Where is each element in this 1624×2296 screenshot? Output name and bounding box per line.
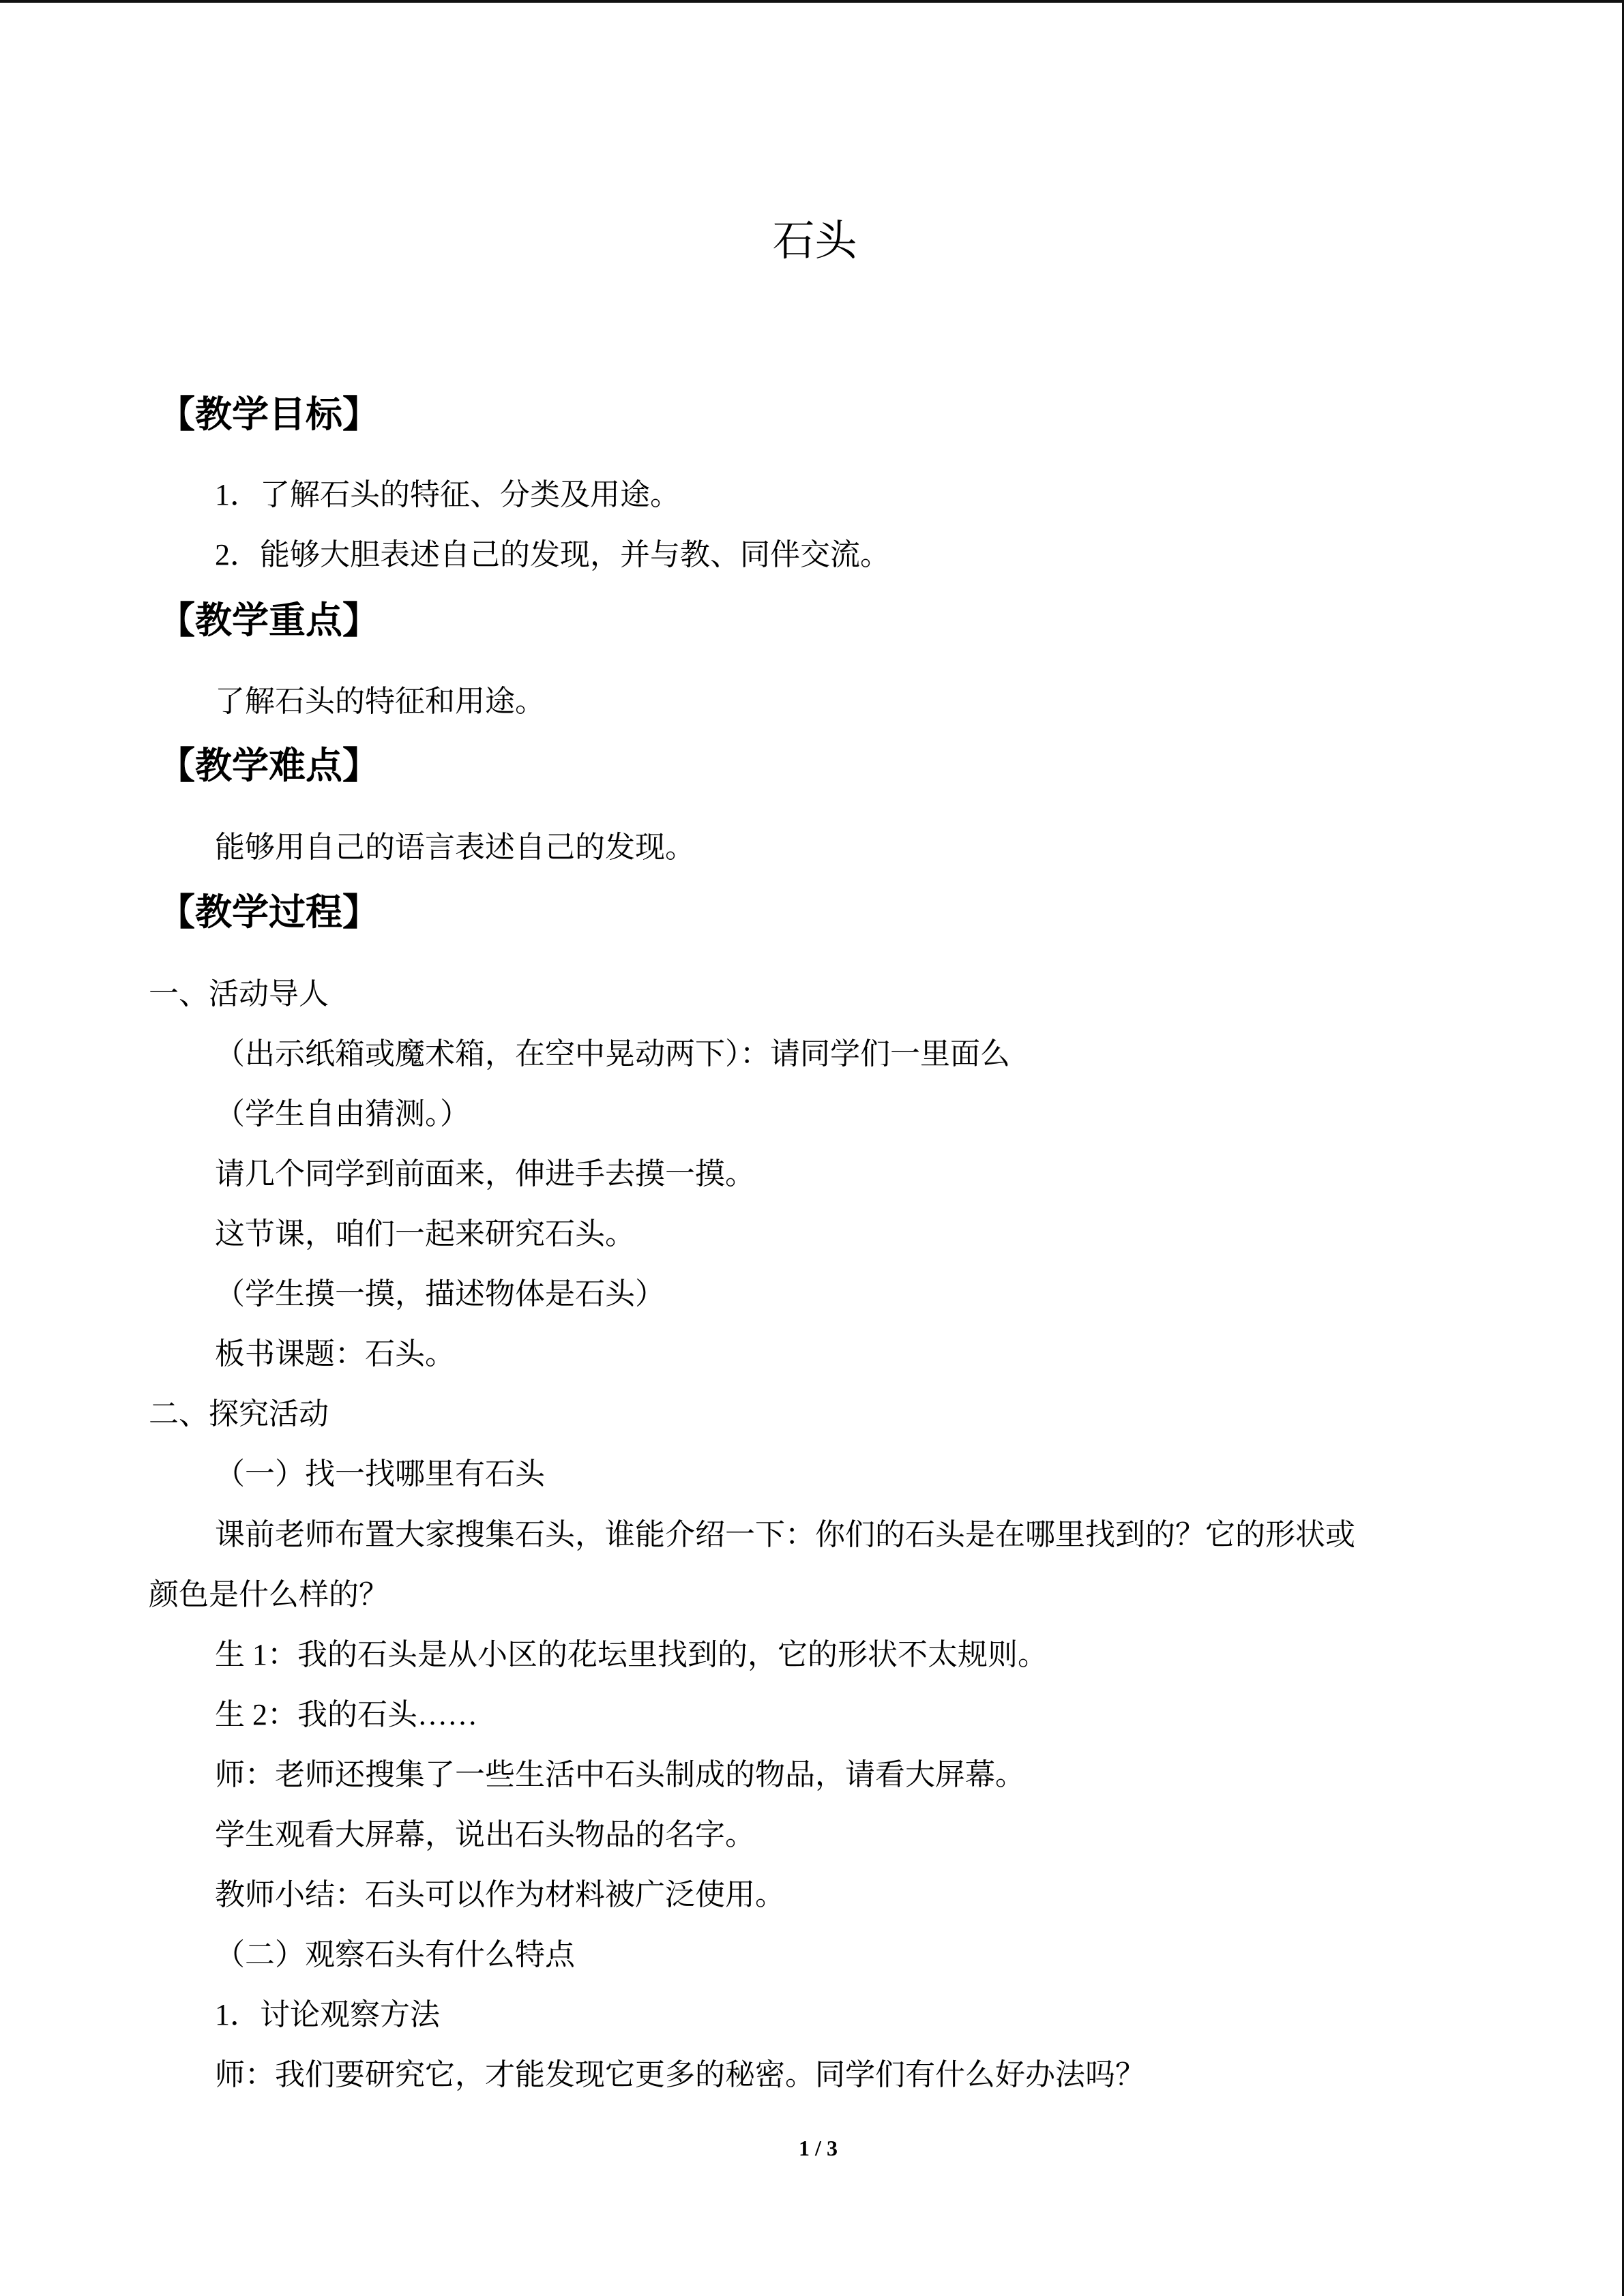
subsection-1-paragraph-continued: 颜色是什么样的？	[149, 1578, 389, 1611]
page-top-border	[0, 0, 1624, 3]
part1-title: 一、活动导人	[149, 977, 329, 1011]
heading-difficulties: 【教学难点】	[158, 745, 379, 786]
part1-line: （学生摸一摸，描述物体是石头）	[215, 1277, 665, 1311]
subsection-1-title: （一）找一找哪里有石头	[215, 1457, 545, 1491]
difficulties-text: 能够用自己的语言表述自己的发现。	[215, 831, 695, 864]
heading-teaching-objectives: 【教学目标】	[158, 394, 379, 435]
subsection-2-line: 1．讨论观察方法	[215, 1998, 440, 2031]
subsection-2-line: 师：我们要研究它，才能发现它更多的秘密。同学们有什么好办法吗？	[215, 2058, 1145, 2091]
heading-teaching-process: 【教学过程】	[158, 892, 379, 933]
page-number: 1 / 3	[799, 2136, 838, 2160]
dialogue-line: 教师小结：石头可以作为材料被广泛使用。	[215, 1878, 785, 1911]
key-points-text: 了解石头的特征和用途。	[215, 685, 545, 718]
part1-line: 这节课，咱们一起来研究石头。	[215, 1217, 635, 1251]
part2-title: 二、探究活动	[149, 1397, 329, 1431]
heading-key-points: 【教学重点】	[158, 600, 379, 641]
objective-item-2: 2．能够大胆表述自己的发现，并与教、同伴交流。	[215, 538, 890, 571]
part1-line: 请几个同学到前面来，伸进手去摸一摸。	[215, 1157, 755, 1191]
dialogue-line: 生 2：我的石头……	[215, 1698, 477, 1731]
objective-item-1: 1．了解石头的特征、分类及用途。	[215, 478, 680, 511]
part1-line: （出示纸箱或魔术箱，在空中晃动两下）：请同学们一里面么	[215, 1037, 1010, 1071]
document-title: 石头	[772, 218, 857, 265]
subsection-1-paragraph: 课前老师布置大家搜集石头，谁能介绍一下：你们的石头是在哪里找到的？它的形状或	[215, 1518, 1355, 1551]
part1-line: （学生自由猜测。）	[215, 1097, 470, 1131]
subsection-2-title: （二）观察石头有什么特点	[215, 1938, 575, 1971]
part1-line: 板书课题：石头。	[215, 1337, 455, 1371]
dialogue-line: 师：老师还搜集了一些生活中石头制成的物品，请看大屏幕。	[215, 1758, 1025, 1791]
dialogue-line: 学生观看大屏幕，说出石头物品的名字。	[215, 1818, 755, 1851]
dialogue-line: 生 1：我的石头是从小区的花坛里找到的，它的形状不太规则。	[215, 1638, 1048, 1671]
